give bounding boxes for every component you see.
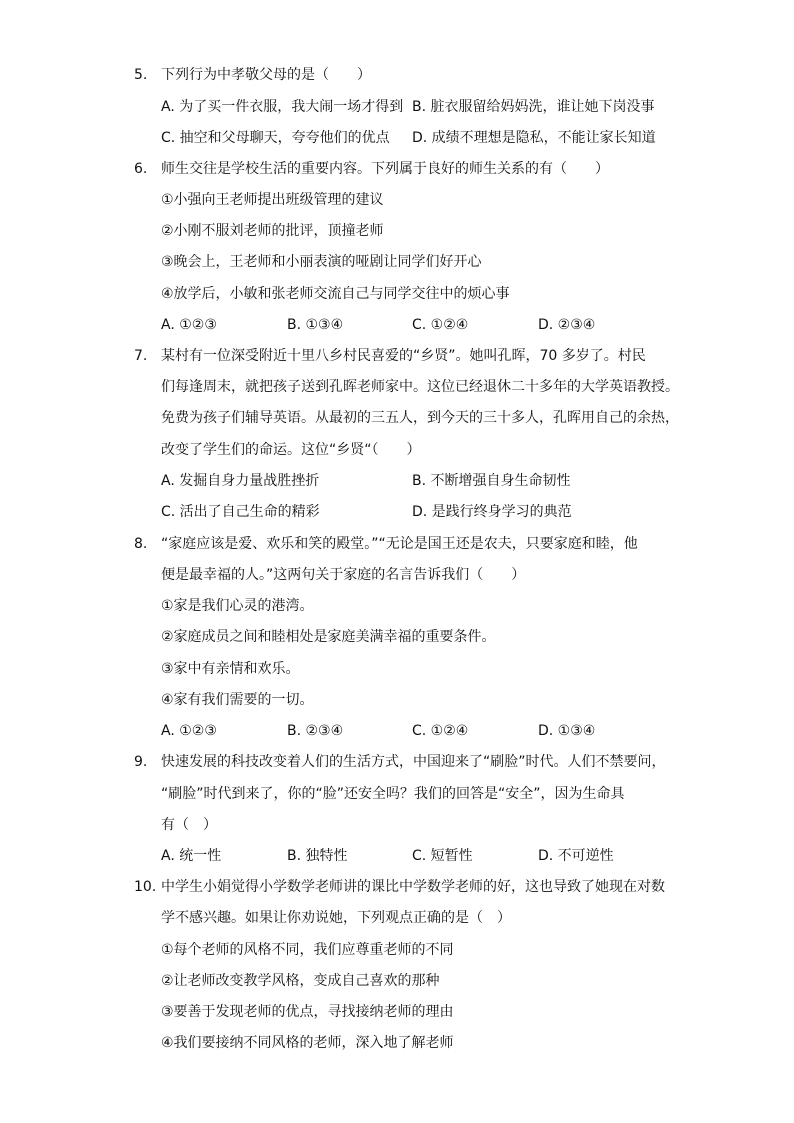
question-stem: 改变了学生们的命运。这位“乡贤“（ ） [161, 442, 421, 458]
question-stem: 中学生小娟觉得小学数学老师讲的课比中学数学老师的好，这也导致了她现在对数 [161, 879, 665, 895]
statement-item: ①小强向王老师提出班级管理的建议 [161, 192, 384, 208]
option-a: A. 统一性 [161, 848, 222, 864]
question-number: 8. [134, 536, 148, 552]
question-stem: 某村有一位深受附近十里八乡村民喜爱的“乡贤”。她叫孔晖，70 多岁了。村民 [161, 348, 646, 364]
question-number: 10. [134, 879, 157, 895]
statement-item: ④家有我们需要的一切。 [161, 692, 314, 708]
question-stem: 免费为孩子们辅导英语。从最初的三五人，到今天的三十多人，孔晖用自己的余热， [161, 410, 679, 426]
statement-item: ④放学后，小敏和张老师交流自己与同学交往中的烦心事 [161, 286, 510, 302]
option-b: B. ①③④ [287, 317, 344, 333]
option-a: A. 为了买一件衣服，我大闹一场才得到 [161, 99, 404, 115]
statement-item: ①家是我们心灵的港湾。 [161, 598, 314, 614]
option-b: B. 独特性 [287, 848, 348, 864]
option-d: D. 不可逆性 [538, 848, 614, 864]
option-b: B. 脏衣服留给妈妈洗，谁让她下岗没事 [412, 99, 655, 115]
option-a: A. ①②③ [161, 317, 217, 333]
option-c: C. 活出了自己生命的精彩 [161, 504, 320, 520]
question-stem: 们每逢周末，就把孩子送到孔晖老师家中。这位已经退休二十多年的大学英语教授。 [161, 379, 679, 395]
option-c: C. 短暂性 [412, 848, 473, 864]
question-number: 7. [134, 348, 148, 364]
statement-item: ③晚会上，王老师和小丽表演的哑剧让同学们好开心 [161, 254, 482, 270]
question-number: 5. [134, 67, 148, 83]
statement-item: ①每个老师的风格不同，我们应尊重老师的不同 [161, 942, 454, 958]
statement-item: ③家中有亲情和欢乐。 [161, 661, 300, 677]
option-c: C. 抽空和父母聊天，夸夸他们的优点 [161, 130, 390, 146]
question-stem: “刷脸”时代到来了，你的“脸”还安全吗？我们的回答是“安全”，因为生命具 [161, 786, 625, 802]
question-number: 9. [134, 754, 148, 770]
question-number: 6. [134, 161, 148, 177]
question-stem: 便是最幸福的人。”这两句关于家庭的名言告诉我们（ ） [161, 567, 526, 583]
option-d: D. 是践行终身学习的典范 [412, 504, 572, 520]
statement-item: ②小刚不服刘老师的批评，顶撞老师 [161, 223, 384, 239]
statement-item: ④我们要接纳不同风格的老师，深入地了解老师 [161, 1035, 454, 1051]
question-stem: 有（ ） [161, 817, 217, 833]
statement-item: ③要善于发现老师的优点，寻找接纳老师的理由 [161, 1004, 454, 1020]
option-d: D. ①③④ [538, 723, 596, 739]
option-b: B. 不断增强自身生命韧性 [412, 473, 571, 489]
option-c: C. ①②④ [412, 317, 469, 333]
option-d: D. 成绩不理想是隐私，不能让家长知道 [412, 130, 656, 146]
statement-item: ②家庭成员之间和睦相处是家庭美满幸福的重要条件。 [161, 629, 496, 645]
question-stem: “家庭应该是爱、欢乐和笑的殿堂。”“无论是国王还是农夫，只要家庭和睦，他 [161, 536, 638, 552]
option-a: A. ①②③ [161, 723, 217, 739]
question-stem: 师生交往是学校生活的重要内容。下列属于良好的师生关系的有（ ） [161, 161, 609, 177]
question-stem: 快速发展的科技改变着人们的生活方式，中国迎来了“刷脸”时代。人们不禁要问， [161, 754, 666, 770]
option-a: A. 发掘自身力量战胜挫折 [161, 473, 320, 489]
option-c: C. ①②④ [412, 723, 469, 739]
statement-item: ②让老师改变教学风格，变成自己喜欢的那种 [161, 973, 440, 989]
option-d: D. ②③④ [538, 317, 596, 333]
question-stem: 学不感兴趣。如果让你劝说她，下列观点正确的是（ ） [161, 910, 511, 926]
question-stem: 下列行为中孝敬父母的是（ ） [161, 67, 371, 83]
option-b: B. ②③④ [287, 723, 344, 739]
